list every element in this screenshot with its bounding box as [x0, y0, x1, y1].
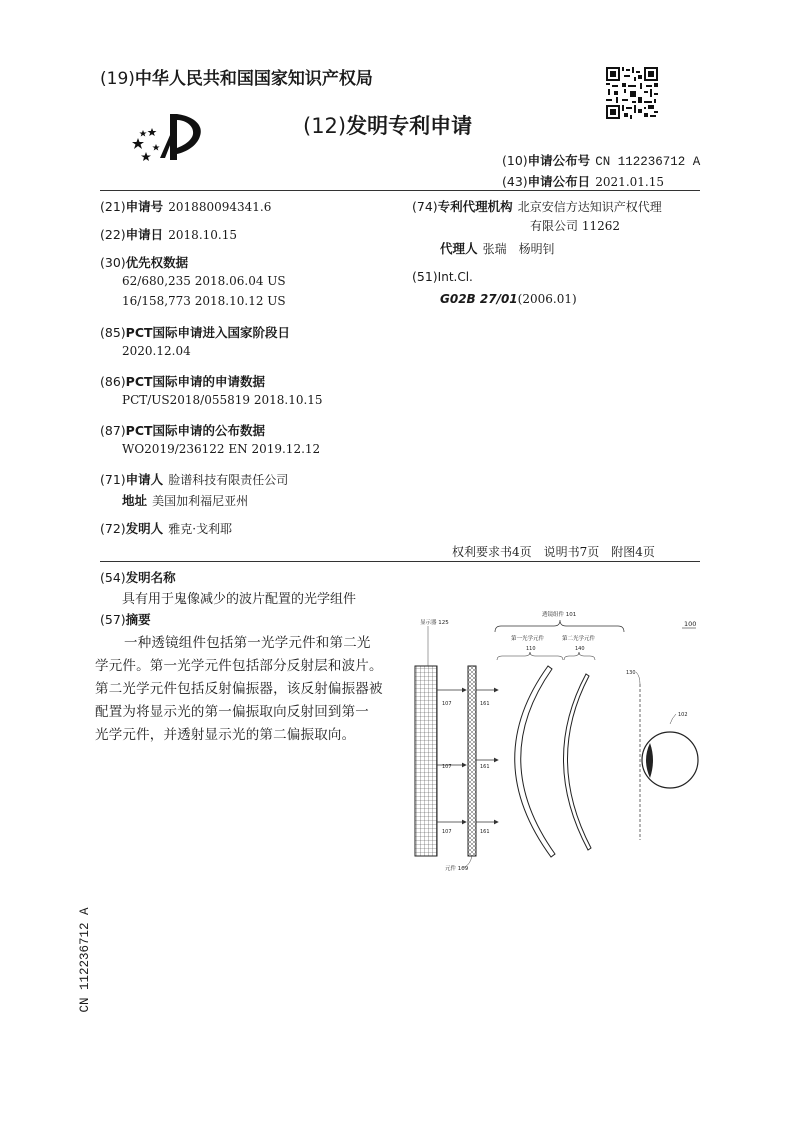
- ray-label-161-b: 161: [480, 764, 490, 770]
- inventor-value: 雅克·戈利耶: [168, 522, 233, 536]
- app-no-value: 201880094341.6: [168, 200, 272, 214]
- ipc-field: [412, 266, 473, 285]
- address-value: 美国加利福尼亚州: [152, 494, 249, 508]
- axis-label: 130: [626, 670, 636, 676]
- abstract-line-5: 光学元件，并透射显示光的第二偏振取向。: [95, 727, 356, 743]
- pct-entry-label: PCT国际申请进入国家阶段日: [125, 325, 291, 340]
- applicant-code: (71): [100, 472, 126, 487]
- address-field: [122, 490, 248, 509]
- priority-value-1: 62/680,235 2018.06.04 US: [122, 274, 286, 288]
- element-109: [468, 666, 476, 856]
- pub-no-label: 申请公布号: [527, 153, 591, 168]
- pub-no-value: CN 112236712 A: [595, 155, 701, 169]
- ray-label-107-a: 107: [442, 701, 452, 707]
- pct-app-field: [100, 371, 265, 390]
- pct-pub-field: [100, 420, 265, 439]
- agent-label: 代理人: [440, 241, 478, 256]
- applicant-label: 申请人: [125, 472, 164, 487]
- doc-code: (12): [303, 114, 347, 138]
- pct-pub-label: PCT国际申请的公布数据: [125, 423, 266, 438]
- ray-label-107-b: 107: [442, 764, 452, 770]
- applicant-field: [100, 469, 288, 488]
- abstract-code: (57): [100, 612, 126, 627]
- agent-field: [440, 238, 555, 257]
- app-no-field: [100, 196, 271, 215]
- agency-field: [412, 196, 662, 215]
- doc-type: 发明专利申请: [346, 114, 473, 138]
- pub-date-label: 申请公布日: [527, 174, 591, 189]
- cnipa-emblem-icon: [130, 108, 210, 168]
- title-code: (54): [100, 570, 126, 585]
- pct-pub-code: (87): [100, 423, 126, 438]
- counts-divider: [100, 561, 700, 562]
- app-no-label: 申请号: [125, 199, 164, 214]
- pct-app-label: PCT国际申请的申请数据: [125, 374, 266, 389]
- title-section: [100, 567, 176, 586]
- inventor-code: (72): [100, 521, 126, 536]
- display-label: 显示器 125: [420, 620, 449, 626]
- inventor-label: 发明人: [125, 521, 164, 536]
- pct-entry-value: 2020.12.04: [122, 344, 191, 358]
- pub-date-value: 2021.01.15: [595, 175, 664, 189]
- pub-date-line: [502, 171, 664, 190]
- app-no-code: (21): [100, 199, 126, 214]
- first-element-label: 第一光学元件: [511, 636, 545, 642]
- app-date-field: [100, 224, 237, 243]
- ipc-code: (51): [412, 269, 438, 284]
- abstract-figure: [400, 600, 710, 890]
- ray-label-161-a: 161: [480, 701, 490, 707]
- priority-label: 优先权数据: [125, 255, 189, 270]
- agency-code: (74): [412, 199, 438, 214]
- abstract-line-2: 学元件。第一光学元件包括部分反射层和波片。: [95, 658, 383, 674]
- agency-label: 专利代理机构: [437, 199, 513, 214]
- abstract-label: 摘要: [125, 612, 151, 627]
- priority-value-2: 16/158,773 2018.10.12 US: [122, 294, 286, 308]
- qr-code: [606, 67, 658, 119]
- ipc-version: (2006.01): [517, 292, 577, 306]
- ray-label-107-c: 107: [442, 829, 452, 835]
- app-date-code: (22): [100, 227, 126, 242]
- applicant-value: 脸谱科技有限责任公司: [168, 473, 289, 487]
- qr-code-graphic: [606, 67, 658, 119]
- abstract-line-3: 第二光学元件包括反射偏振器，该反射偏振器被: [95, 681, 383, 697]
- agency-value-line2: 有限公司 11262: [530, 219, 620, 233]
- inventor-field: [100, 518, 232, 537]
- agent-value: 张瑞 杨明钊: [482, 242, 555, 256]
- pub-date-code: (43): [502, 174, 528, 189]
- office-name: 中华人民共和国国家知识产权局: [134, 69, 373, 89]
- first-element-number: 110: [526, 646, 536, 652]
- ipc-class: G02B 27/01: [440, 292, 518, 306]
- second-element-label: 第二光学元件: [562, 636, 596, 642]
- pct-app-value: PCT/US2018/055819 2018.10.15: [122, 393, 323, 407]
- pub-number-line: [502, 150, 700, 169]
- optical-diagram: [400, 600, 710, 890]
- pct-pub-value: WO2019/236122 EN 2019.12.12: [122, 442, 321, 456]
- second-optical-element: [563, 674, 591, 850]
- side-pub-number-text: CN 112236712 A: [78, 907, 92, 1013]
- ipc-value: [440, 288, 577, 307]
- office-code: (19): [100, 69, 135, 89]
- app-date-label: 申请日: [125, 227, 164, 242]
- first-optical-element: [515, 666, 555, 857]
- cnipa-logo: [130, 108, 210, 168]
- side-pub-number: [78, 907, 98, 1013]
- invention-title: 具有用于鬼像减少的波片配置的光学组件: [122, 592, 357, 607]
- priority-field: [100, 252, 188, 271]
- element-label: 元件 109: [445, 866, 469, 872]
- display-panel: [415, 666, 437, 856]
- office-line: [100, 64, 373, 89]
- pct-app-code: (86): [100, 374, 126, 389]
- ray-label-161-c: 161: [480, 829, 490, 835]
- abstract-line-4: 配置为将显示光的第一偏振取向反射回到第一: [95, 704, 369, 720]
- priority-code: (30): [100, 255, 126, 270]
- abstract-header: [100, 609, 151, 628]
- second-element-number: 140: [575, 646, 585, 652]
- pub-no-code: (10): [502, 153, 528, 168]
- doc-type-line: [303, 110, 472, 140]
- page-counts: 权利要求书4页 说明书7页 附图4页: [452, 545, 655, 559]
- title-label: 发明名称: [125, 570, 176, 585]
- pct-entry-field: [100, 322, 290, 341]
- figure-number: 100: [684, 620, 697, 628]
- agency-value-line1: 北京安信方达知识产权代理: [517, 200, 662, 214]
- abstract-line-1: 一种透镜组件包括第一光学元件和第二光: [124, 635, 371, 651]
- app-date-value: 2018.10.15: [168, 228, 237, 242]
- ipc-label: Int.Cl.: [437, 270, 473, 284]
- lens-assembly-label: 透镜组件 101: [542, 612, 577, 618]
- address-label: 地址: [122, 493, 148, 508]
- pct-entry-code: (85): [100, 325, 126, 340]
- header-divider: [100, 190, 700, 191]
- eye-label: 102: [678, 712, 688, 718]
